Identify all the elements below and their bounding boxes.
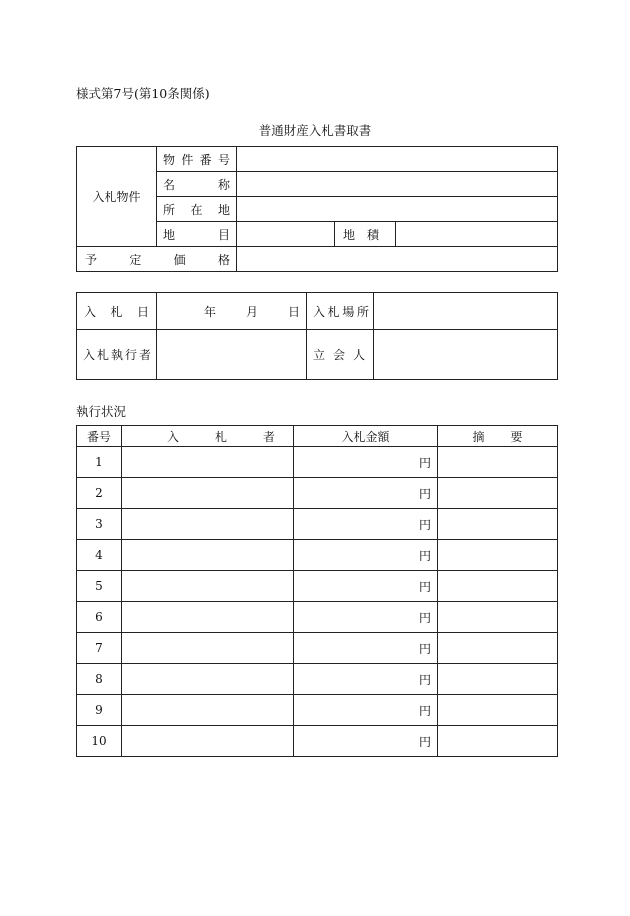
month-label: 月 [245,304,258,319]
property-landcat-label: 地 目 [163,227,230,242]
remarks-cell [438,540,558,571]
bid-date-value [157,303,306,320]
bidder-cell [122,633,294,664]
table-row [77,571,558,602]
amount-cell: 円 [294,726,438,757]
property-name-label: 名 称 [163,177,230,192]
remarks-cell [438,478,558,509]
property-table [76,146,558,272]
property-location-value [237,197,558,222]
bidder-cell [122,509,294,540]
remarks-cell [438,633,558,664]
amount-cell: 円 [294,695,438,726]
bidder-cell [122,540,294,571]
header-remarks: 摘 要 [472,429,523,444]
remarks-cell [438,571,558,602]
bid-place-value [374,293,558,330]
table-row [77,478,558,509]
bid-executor-label: 入 札 執 行 者 [83,348,151,362]
amount-cell: 円 [294,571,438,602]
header-bidder: 入 札 者 [167,429,275,444]
table-row [77,602,558,633]
planned-price-label: 予 定 価 格 [85,252,230,267]
bidder-cell [122,664,294,695]
amount-cell: 円 [294,540,438,571]
property-number-value [237,147,558,172]
row-number: 9 [77,695,122,726]
property-number-label: 物 件 番 号 [163,152,230,167]
amount-cell: 円 [294,602,438,633]
bid-info-table [76,292,558,380]
form-number-label: 様式第7号(第10条関係) [76,86,210,101]
row-number: 5 [77,571,122,602]
remarks-cell [438,602,558,633]
bidder-cell [122,726,294,757]
bidder-cell [122,695,294,726]
year-label: 年 [203,304,216,319]
property-name-value [237,172,558,197]
property-group-label: 入札物件 [77,147,157,247]
execution-status-label: 執行状況 [76,404,127,419]
row-number: 8 [77,664,122,695]
bidder-cell [122,447,294,478]
table-row [77,695,558,726]
property-landcat-value [237,222,335,247]
row-number: 7 [77,633,122,664]
bidder-cell [122,571,294,602]
table-row [77,447,558,478]
day-label: 日 [287,304,300,319]
property-area-value [396,222,558,247]
row-number: 4 [77,540,122,571]
property-location-label: 所 在 地 [163,202,230,217]
header-number: 番号 [77,426,122,447]
amount-cell: 円 [294,509,438,540]
remarks-cell [438,695,558,726]
remarks-cell [438,664,558,695]
amount-cell: 円 [294,478,438,509]
remarks-cell [438,509,558,540]
bidder-cell [122,602,294,633]
amount-cell: 円 [294,447,438,478]
bid-date-label: 入 札 日 [84,304,149,319]
amount-cell: 円 [294,633,438,664]
property-area-label: 地 積 [343,227,379,242]
row-number: 2 [77,478,122,509]
witness-label: 立 会 人 [313,348,365,362]
remarks-cell [438,447,558,478]
row-number: 1 [77,447,122,478]
row-number: 3 [77,509,122,540]
row-number: 6 [77,602,122,633]
witness-value [374,330,558,380]
row-number: 10 [77,726,122,757]
table-row [77,540,558,571]
header-amount: 入札金額 [294,426,438,447]
remarks-cell [438,726,558,757]
amount-cell: 円 [294,664,438,695]
bid-executor-value [157,330,307,380]
bidder-cell [122,478,294,509]
document-title: 普通財産入札書取書 [258,123,372,138]
execution-status-table [76,425,558,757]
table-row [77,633,558,664]
table-row [77,726,558,757]
planned-price-value [237,247,558,272]
bid-place-label: 入 札 場 所 [313,304,369,319]
table-row [77,509,558,540]
table-row [77,664,558,695]
